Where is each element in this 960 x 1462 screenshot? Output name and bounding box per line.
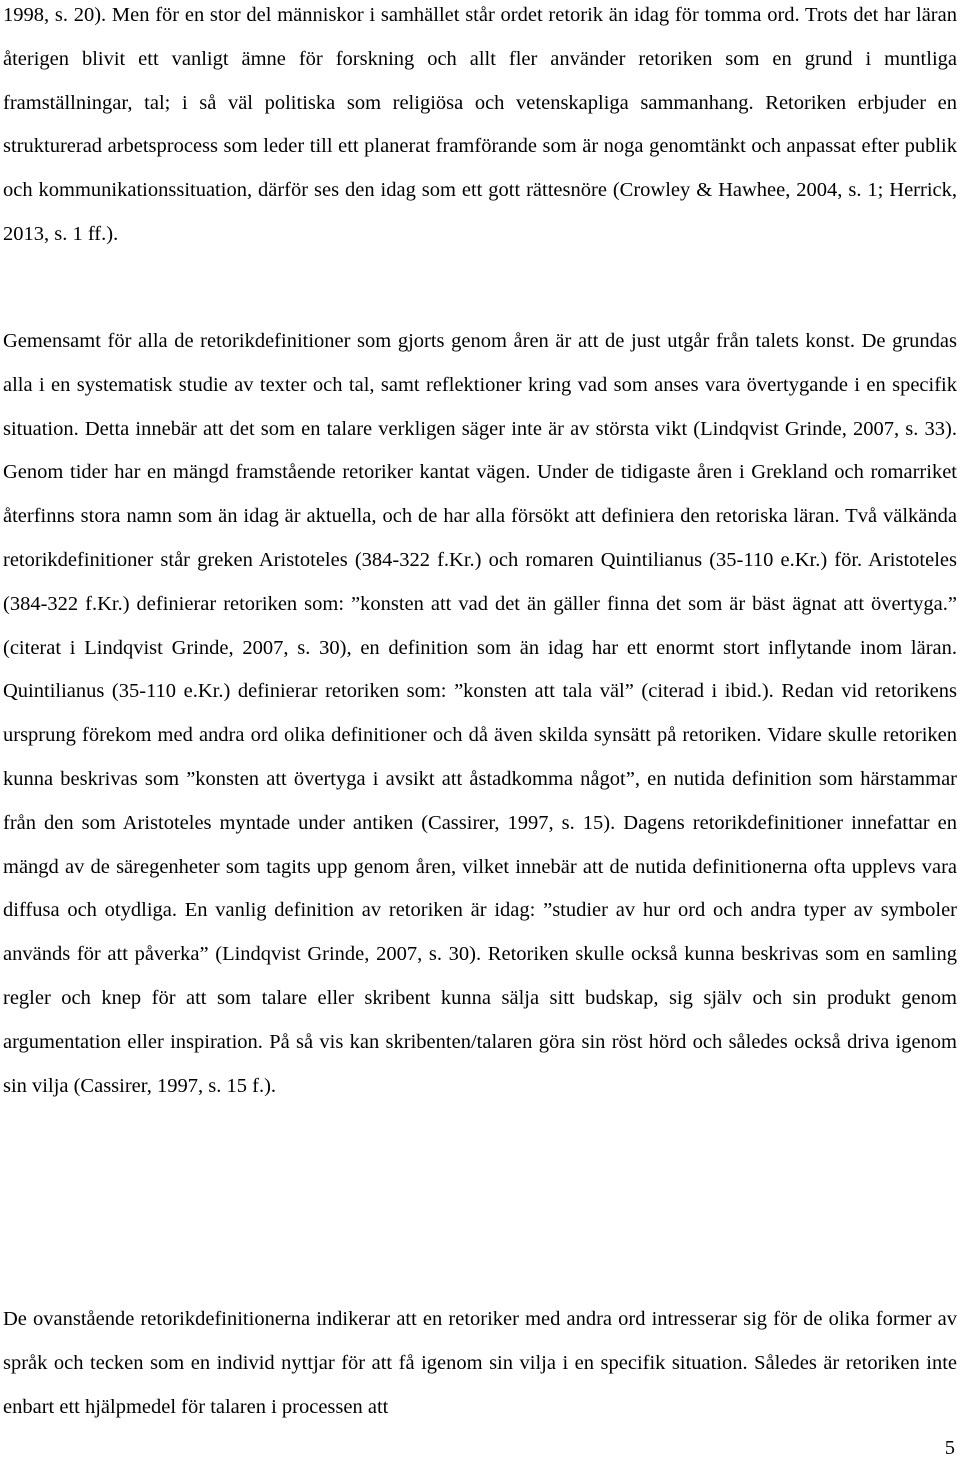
paragraph-2: Gemensamt för alla de retorikdefinitioner som gjorts genom åren är att de just utgår från talets konst. De grundas alla i en systematisk studie av texter och tal, samt reflektioner kring vad som anses vara övertygande i en specifik situation. Detta innebär att det som en talare verkligen säger inte är av största vikt (Lindqvist Grinde, 2007, s. 33). Genom tider har en mängd framstående retoriker kantat vägen. Under de tidigaste åren i Grekland och romarriket återfinns stora namn som än idag är aktuella, och de har alla försökt att definiera den retoriska läran. Två välkända retorikdefinitioner står greken Aristoteles (384-322 f.Kr.) och romaren Quintilianus (35-110 e.Kr.) för. Aristoteles (384-322 f.Kr.) definierar retoriken som: ”konsten att vad det än gäller finna det som är bäst ägnat att övertyga.” (citerat i Lindqvist Grinde, 2007, s. 30), en definition som än idag har ett enormt stort inflytande inom läran. Quintilianus (35-110 e.Kr.) definierar retoriken som: ”konsten att tala väl” (citerad i ibid.). Redan vid retorikens ursprung förekom med andra ord olika definitioner och då även skilda synsätt på retoriken. Vidare skulle retoriken kunna beskrivas som ”konsten att övertyga i avsikt att åstadkomma något”, en nutida definition som härstammar från den som Aristoteles myntade under antiken (Cassirer, 1997, s. 15). Dagens retorikdefinitioner innefattar en mängd av de säregenheter som tagits upp genom åren, vilket innebär att de nutida definitionerna ofta upplevs vara diffusa och otydliga. En vanlig definition av retoriken är idag: ”studier av hur ord och andra typer av symboler används för att påverka” (Lindqvist Grinde, 2007, s. 30). Retoriken skulle också kunna beskrivas som en samling regler och knep för att som talare eller skribent kunna sälja sitt budskap, sig själv och sin produkt genom argumentation eller inspiration. På så vis kan skribenten/talaren göra sin röst hörd och således också driva igenom sin vilja (Cassirer, 1997, s. 15 f.). [3, 330, 957, 1097]
paragraph-3: De ovanstående retorikdefinitionerna indikerar att en retoriker med andra ord intresserar sig för de olika former av språk och tecken som en individ nyttjar för att få igenom sin vilja i en specifik situation. Således är retoriken inte enbart ett hjälpmedel för talaren i processen att [3, 1308, 957, 1418]
paragraph-1: 1998, s. 20). Men för en stor del människor i samhället står ordet retorik än idag för tomma ord. Trots det har läran återigen blivit ett vanligt ämne för forskning och allt fler använder retoriken som en grund i muntliga framställningar, tal; i så väl politiska som religiösa och vetenskapliga sammanhang. Retoriken erbjuder en strukturerad arbetsprocess som leder till ett planerat framförande som är noga genomtänkt och anpassat efter publik och kommunikationssituation, därför ses den idag som ett gott rättesnöre (Crowley & Hawhee, 2004, s. 1; Herrick, 2013, s. 1 ff.). [3, 4, 957, 245]
page-number: 5 [944, 1437, 955, 1459]
